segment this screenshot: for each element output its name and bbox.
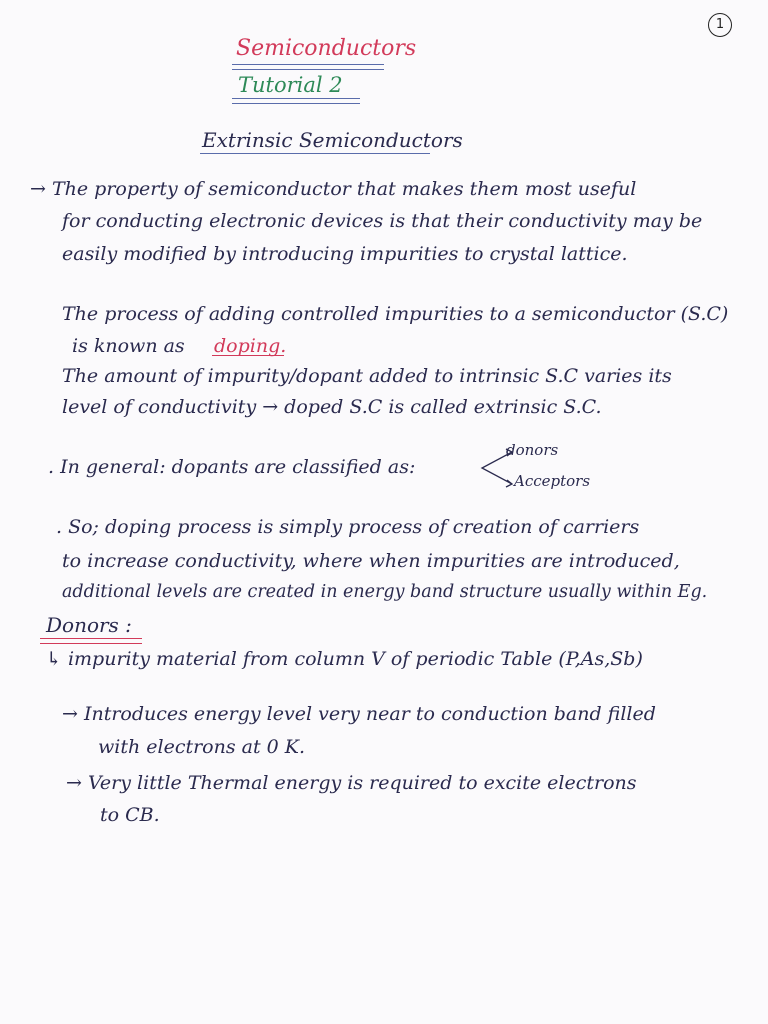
donor-point-2: → Introduces energy level very near to conduction band filled xyxy=(62,703,656,725)
donor-point-1: ↳ impurity material from column V of periodic Table (P,As,Sb) xyxy=(46,648,643,670)
heading-underline xyxy=(200,153,430,154)
page-subtitle: Tutorial 2 xyxy=(238,73,343,97)
paragraph4-line1: . So; doping process is simply process of creation of carriers xyxy=(56,516,640,538)
paragraph4-line3: additional levels are created in energy band structure usually within Eg. xyxy=(62,582,708,602)
title-underline-2 xyxy=(232,69,384,70)
page-number: 1 xyxy=(708,13,732,37)
section-heading: Extrinsic Semiconductors xyxy=(202,128,463,152)
doping-underline xyxy=(212,355,284,356)
paragraph1-line3: easily modified by introducing impurities to crystal lattice. xyxy=(62,243,628,265)
donor-point-3-cont: to CB. xyxy=(100,804,160,826)
paragraph1-line2: for conducting electronic devices is that their conductivity may be xyxy=(62,210,703,232)
paragraph2-line1: The process of adding controlled impurities to a semiconductor (S.C) xyxy=(62,303,729,325)
paragraph4-line2: to increase conductivity, where when impurities are introduced, xyxy=(62,550,680,572)
donor-point-2-cont: with electrons at 0 K. xyxy=(98,736,306,758)
paragraph2-line2: is known as xyxy=(72,335,185,357)
branch-donors: donors xyxy=(506,441,559,459)
page-title: Semiconductors xyxy=(236,36,417,61)
general-text: . In general: dopants are classified as: xyxy=(48,456,416,478)
branch-acceptors: Acceptors xyxy=(514,472,591,490)
donors-underline xyxy=(40,638,142,639)
paragraph3-line1: The amount of impurity/dopant added to intrinsic S.C varies its xyxy=(62,365,672,387)
donors-heading: Donors : xyxy=(46,613,132,637)
donor-point-3: → Very little Thermal energy is required to excite electrons xyxy=(66,772,637,794)
subtitle-underline xyxy=(232,98,360,99)
paragraph3-line2: level of conductivity → doped S.C is called extrinsic S.C. xyxy=(62,396,602,418)
donors-underline-2 xyxy=(40,643,142,644)
subtitle-underline-2 xyxy=(232,103,360,104)
doping-term: doping. xyxy=(214,335,287,357)
title-underline xyxy=(232,64,384,65)
paragraph1-line1: → The property of semiconductor that makes them most useful xyxy=(30,178,637,200)
